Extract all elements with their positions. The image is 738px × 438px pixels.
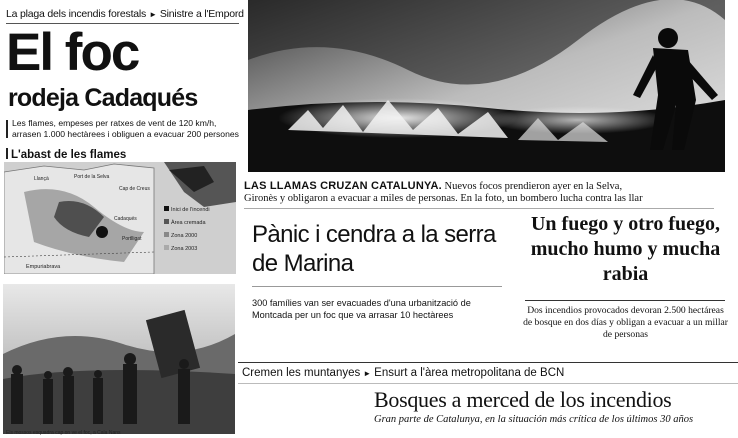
left-kicker [6, 8, 244, 20]
fire-caption-text: Nuevos focos prendieron ayer en la Selva, [444, 181, 623, 192]
fuego-deck: Dos incendios provocados devoran 2.500 hectáreas de bosque en dos días y obligan a evacuar a un millar de personas [523, 305, 728, 340]
map-place-cap: Cap de Creus [119, 186, 150, 192]
bottom-top-rule [238, 362, 738, 363]
legend-item: Àrea cremada [164, 219, 234, 226]
cropped-column-text [508, 212, 520, 362]
fire-map [4, 162, 236, 274]
legend-item: Inici de l'incendi [164, 206, 234, 213]
fire-photo [248, 0, 725, 172]
left-kicker-topic: Sinistre a l'Empord [159, 8, 244, 20]
map-legend [164, 206, 234, 252]
legend-item: Zona 2003 [164, 245, 234, 252]
map-place-empuriabrava: Empuriabrava [26, 264, 61, 270]
fuego-headline: Un fuego y otro fuego, mucho humo y mucha rabia [530, 213, 721, 285]
map-place-llanca: Llançà [34, 176, 49, 182]
map-place-cadaques: Cadaqués [114, 216, 137, 222]
left-deck: Les flames, empeses per ratxes de vent de 120 km/h, arrasen 1.000 hectàrees i obliguen a evacuar 200 persones [12, 118, 239, 139]
fuego-rule [525, 300, 725, 301]
middle-rule [244, 208, 714, 209]
left-photo-caption: Els mossos esquadra cap on ve el foc, a Cala Nans [6, 430, 121, 436]
panic-headline: Pànic i cendra a la serra de Marina [252, 221, 496, 277]
bottom-rule [238, 383, 738, 384]
firefighters-photo [3, 284, 235, 434]
left-kicker-arrow: ► [149, 10, 157, 19]
bosques-headline: Bosques a merced de los incendios [374, 387, 672, 412]
panic-deck: 300 famílies van ser evacuades d'una urbanització de Montcada per un foc que va arrasar 10 hectàrees [252, 298, 471, 320]
bottom-kicker-section: Cremen les muntanyes [242, 367, 361, 379]
map-place-port: Port de la Selva [74, 174, 110, 180]
left-deck-bar [6, 120, 8, 138]
bottom-kicker-arrow: ► [363, 369, 372, 378]
legend-item: Zona 2000 [164, 232, 234, 239]
firefighters-photo-image [3, 284, 235, 434]
fire-caption-title: LAS LLAMAS CRUZAN CATALUNYA. [244, 180, 442, 192]
map-place-portlligat: Portlligat [122, 236, 142, 242]
fire-caption-line-2: Gironès y obligaron a evacuar a miles de personas. En la foto, un bombero lucha contra las llar [244, 193, 643, 204]
bottom-kicker-topic: Ensurt a l'àrea metropolitana de BCN [374, 367, 565, 379]
left-kicker-section: La plaga dels incendis forestals [6, 8, 147, 20]
left-subheadline: rodeja Cadaqués [8, 84, 198, 112]
cropped-right-column [730, 212, 738, 362]
panic-rule [252, 286, 502, 287]
bosques-subhead: Gran parte de Catalunya, en la situación más crítica de los últimos 30 años [374, 414, 694, 425]
left-headline: El foc [6, 23, 139, 82]
bottom-kicker [242, 367, 564, 379]
fire-caption [244, 180, 622, 192]
map-title-text: L'abast de les flames [11, 149, 127, 161]
fire-photo-image [248, 0, 725, 172]
map-title [6, 148, 126, 161]
